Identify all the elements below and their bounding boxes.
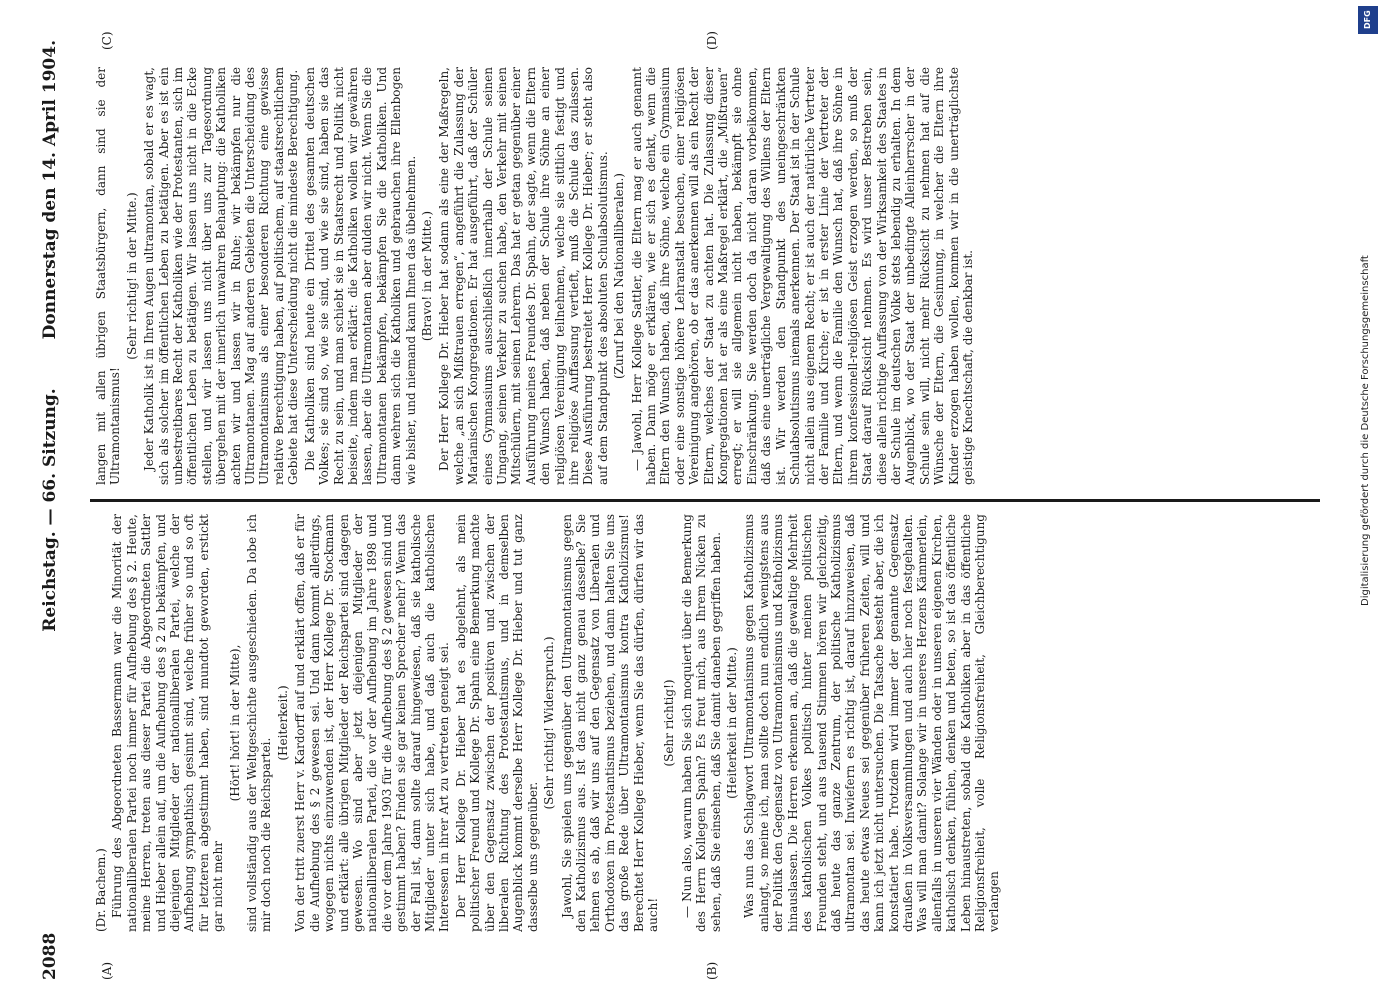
digitization-credit <box>1358 6 1378 996</box>
interjection: (Sehr richtig! in der Mitte.) <box>124 192 139 360</box>
right-text-column <box>94 67 1319 485</box>
paragraph: Führung des Abgeordneten Bassermann war die Minorität der nationalliberalen Partei noch immer für Aufhebung des § 2. Heute, meine Herren, treten aus dieser Partei die Abgeordneten Sattler und Hieber allein auf, um die Aufhebung des § 2 zu bekämpfen, und diejenigen Mitglieder der nationalliberalen Partei, welche der Aufhebung sympathisch gesinnt sind, welche früher so und so oft für letzteren abgestimmt haben, sind mundtot geworden, erstickt gar nicht mehr <box>110 514 226 932</box>
interjection: (Hört! hört! in der Mitte), <box>227 644 242 802</box>
paragraph: sind vollständig aus der Weltgeschichte ausgeschieden. Da lobe ich mir doch noch die Reichspartei. <box>245 514 274 932</box>
credit-text: Digitalisierung gefördert durch die Deutsche Forschungsgemeinschaft <box>1360 255 1371 606</box>
paragraph: Jawohl, Sie spielen uns gegenüber den Ultramontanismus gegen den Katholizismus aus. Ist das nicht ganz genau dasselbe? Sie lehnen es ab, daß wir uns auf den Gegensatz von Liberalen und Orthodoxen im Protestantismus beziehen, und dann halten Sie uns das große Rede über Ultramontanismus kontra Katholizismus! Berechtet Herr Kollege Hieber, wenn Sie das dürfen, dürfen wir das auch! <box>559 514 661 932</box>
left-text-column <box>94 514 1319 932</box>
dfg-logo: DFG <box>1358 6 1378 34</box>
paragraph: Die Katholiken sind heute ein Drittel des gesamten deutschen Volkes; sie sind so, wie sie sind, und wie sie sind, haben sie das Recht zu sein, und man schiebt sie in Staatsrecht und Politik nicht beiseite, indem man erklärt: die Katholiken wollen wir gewähren lassen, aber die Ultramontanen aber dulden wir nicht. Wenn Sie die Ultramontanen bekämpfen, bekämpfen Sie die Katholiken. Und dann wehren sich die Katholiken und gebrauchen ihre Ellenbogen wie bisher, und niemand kann Ihnen das übelnehmen. <box>302 67 418 485</box>
paragraph: Von der tritt zuerst Herr v. Kardorff auf und erklärt offen, daß er für die Aufhebung des § 2 gewesen sei. Und dann kommt allerdings, wogegen nichts einzuwenden ist, der Herr Kollege Dr. Stockmann und erklärt: alle übrigen Mitglieder der Reichspartei sind dagegen gewesen. Wo sind aber jetzt diejenigen Mitglieder der nationalliberalen Partei, die vor der Aufhebung im Jahre 1898 und die vor dem Jahre 1903 für die Aufhebung des § 2 gewesen sind und gestimmt haben? Finden sie gar keinen Sprecher mehr? Wenn das der Fall ist, dann sollte darauf hingewiesen, daß sie katholische Mitglieder unter sich habe, und daß auch die katholischen Interessen in ihrer Art zu vertreten geneigt sei. <box>293 514 452 932</box>
interjection: (Heiterkeit in der Mitte.) <box>725 647 740 799</box>
paragraph: Der Herr Kollege Dr. Hieber hat sodann als eine der Maßregeln, welche „an sich Mißtrauen erregen“, angeführt die Zulassung der Marianischen Kongregationen. Er hat ausgeführt, daß der Schüler eines Gymnasiums ausschließlich innerhalb der Schule seinen Umgang, seinen Verkehr zu suchen habe, den Verkehr mit seinen Mitschülern, mit seinen Lehrern. Das hat er getan gegenüber einer Ausführung meines Freundes Dr. Spahn, der sagte, wenn die Eltern den Wunsch haben, daß neben der Schule ihre Söhne an einer religiösen Vereinigung teilnehmen, welche sie sittlich festigt und ihre religiöse Auffassung vertieft, muß die Schule das zulassen. Diese Ausführung bestreitet Herr Kollege Dr. Hieber; er steht also auf dem Standpunkt des absoluten Schulabsolutismus. <box>437 67 610 485</box>
column-divider <box>90 499 1320 502</box>
paragraph: — Jawohl, Herr Kollege Sattler, die Eltern mag er auch genannt haben. Dann möge er erklären, wie er sich es denkt, wenn die Eltern den Wunsch haben, daß ihre Söhne, welche ein Gymnasium oder eine sonstige höhere Lehranstalt besuchen, einer religiösen Vereinigung angehören, ob er das anerkennen will als ein Recht der Eltern, welches der Staat zu achten hat. Die Zulassung dieser Kongregationen hat er als eine Maßregel erklärt, die „Mißtrauen“ erregt; er will sie allgemein nicht haben, bekämpft sie ohne Einschränkung. Sie werden doch da nicht daran vorbeikommen, daß das eine unerträgliche Vergewaltigung des Willens der Eltern ist. Wir werden den Standpunkt des uneingeschränkten Schulabsolutismus niemals anerkennen. Der Staat ist in der Schule nicht allein aus eigenem Recht; er ist auch der natürliche Vertreter der Familie und Kirche; er ist in erster Linie der Vertreter der Eltern, und wenn die Familie den Wunsch hat, daß ihre Söhne in ihrem konfessionell-religiösen Geist erzogen werden, so muß der Staat darauf Rücksicht nehmen. Es wird unser Bestreben sein, diese allein richtige Auffassung von der Wirksamkeit des Staates in der Schule im deutschen Volke stets lebendig zu erhalten. In dem Augenblick, wo der Staat der unbedingte Alleinherrscher in der Schule sein will, nicht mehr Rücksicht zu nehmen hat auf die Wünsche der Eltern, die Gesinnung, in welcher die Eltern ihre Kinder erzogen haben wollen, kommen wir in die unerträglichste geistige Knechtschaft, die denkbar ist. <box>629 67 975 485</box>
interjection: (Sehr richtig! Widerspruch.) <box>542 636 557 810</box>
margin-marker-a: (A) <box>100 961 114 980</box>
margin-marker-d: (D) <box>705 31 719 50</box>
interjection: (Heiterkeit.) <box>275 685 290 761</box>
interjection: (Zuruf bei den Nationalliberalen.) <box>612 173 627 380</box>
session-date: Donnerstag den 14. April 1904. <box>40 40 60 340</box>
interjection: (Sehr richtig!) <box>662 679 677 767</box>
paragraph: — Nun also, warum haben Sie sich moquiert über die Bemerkung des Herrn Kollegen Spahn? Es freut mich, aus Ihrem Nicken zu sehen, daß Sie einsehen, daß Sie damit daneben gegriffen haben. <box>679 514 723 932</box>
margin-marker-c: (C) <box>100 31 114 50</box>
page-header <box>40 40 70 980</box>
paragraph: Jeder Katholik ist in Ihren Augen ultramontan, sobald er es wagt, sich als solcher im öffentlichen Leben zu betätigen. Aber es ist ein unbestreitbares Recht der Katholiken wie der Protestanten, sich im öffentlichen Leben zu betätigen. Wir lassen uns nicht in die Ecke stellen, und wir lassen uns nicht über uns zur Tagesordnung übergehen mit der innerlich unwahren Behauptung: die Katholiken achten wir und lassen wir in Ruhe; wir bekämpfen nur die Ultramontanen. Mag auf anderen Gebieten die Unterscheidung des Ultramontanismus als einer besonderen Richtung eine gewisse relative Berechtigung haben, auf politischem, auf staatsrechtlichem Gebiete hat diese Unterscheidung nicht die mindeste Berechtigung. <box>142 67 301 485</box>
interjection: (Bravo! in der Mitte.) <box>419 210 434 342</box>
margin-marker-b: (B) <box>705 961 719 980</box>
paragraph: Was nun das Schlagwort Ultramontanismus gegen Katholizismus anlangt, so meine ich, man sollte doch nun endlich wenigstens aus der Politik den Gegensatz von Ultramontanismus und Katholizismus hinauslassen. Die Herren erkennen an, daß die gewaltige Mehrheit des katholischen Volkes politisch hinter meinen politischen Freunden steht, und aus tausend Stimmen hören wir gleichzeitig, daß heute das ganze Zentrum, der politische Katholizismus ultramontan sei. Inwiefern es richtig ist, darauf hinzuweisen, daß das heute etwas Neues sei gegenüber früheren Zeiten, will und kann ich jetzt nicht untersuchen. Die Tatsache besteht aber, die ich konstatiert habe. Trotzdem wird immer der genannte Gegensatz draußen in Volksversammlungen und auch hier noch festgehalten. Was will man damit? Solange wir in unseres Herzens Kämmerlein, allenfalls in unseren vier Wänden oder in unseren eigenen Kirchen, katholisch denken, fühlen, denken und beten, so ist das öffentliche Leben hinaustreten, sobald die Katholiken aber in das öffentliche Religionsfreiheit, volle Religionsfreiheit, Gleichberechtigung verlangen <box>742 514 1002 932</box>
paragraph: (Dr. Bachem.) <box>94 848 108 932</box>
paragraph: langen mit allen übrigen Staatsbürgern, dann sind sie der Ultramontanismus! <box>94 67 123 485</box>
page-number: 2088 <box>40 932 60 980</box>
paragraph: Der Herr Kollege Dr. Hieber hat es abgelehnt, als mein politischer Freund und Kollege Dr. Spahn eine Bemerkung machte über den Gegensatz zwischen der positiven und zwischen der liberalen Richtung des Protestantismus, und in demselben Augenblick kommt derselbe Herr Kollege Dr. Hieber und tut ganz dasselbe uns gegenüber. <box>453 514 540 932</box>
page-title: Reichstag. — 66. Sitzung. <box>40 388 60 632</box>
